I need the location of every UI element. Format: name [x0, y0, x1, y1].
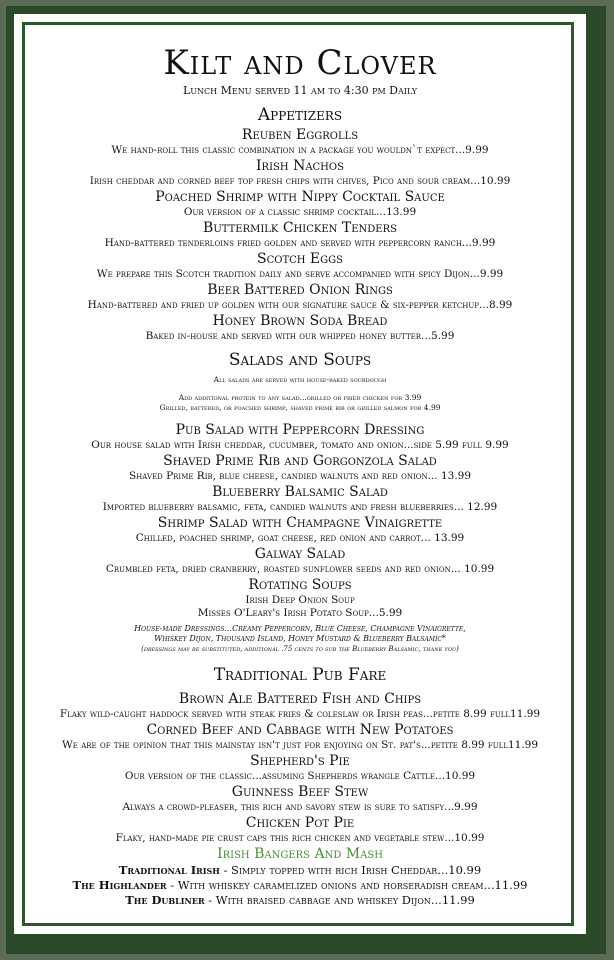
menu-item-name: Reuben Eggrolls [241, 127, 359, 143]
menu-item-desc: We are of the opinion that this mainstay isn't just for enjoying on St. pat's...petite 8.99 full11.99 [61, 739, 539, 751]
menu-item-name: Shepherd's Pie [250, 753, 350, 769]
menu-item-name: Buttermilk Chicken Tenders [203, 220, 397, 236]
section-pub-fare: Traditional Pub Fare [213, 665, 387, 685]
menu-item-desc: Our version of a classic shrimp cocktail...13.99 [183, 206, 417, 218]
soup-item: Irish Deep Onion Soup [245, 594, 355, 606]
mash-item-desc: - With braised cabbage and whiskey Dijon...11.99 [204, 893, 475, 907]
mash-item-name: Traditional Irish [118, 863, 220, 877]
menu-item-name: Corned Beef and Cabbage with New Potatoes [146, 722, 454, 738]
menu-item-name: Brown Ale Battered Fish and Chips [178, 691, 422, 707]
menu-item-desc: Our version of the classic...assuming Shepherds wrangle Cattle...10.99 [124, 770, 476, 782]
mash-item-name: The Highlander [72, 878, 167, 892]
mash-item-desc: - Simply topped with rich Irish Cheddar...10.99 [219, 863, 482, 877]
menu-item-name: Guinness Beef Stew [231, 784, 369, 800]
menu-item-name: Chicken Pot Pie [245, 815, 355, 831]
soups-name: Rotating Soups [248, 577, 352, 593]
dressings-note: House-made Dressings...Creamy Peppercorn, Blue Cheese, Champagne Vinaigrette, [134, 624, 466, 633]
mash-item-name: The Dubliner [125, 893, 205, 907]
menu-item-desc: Imported blueberry balsamic, feta, candied walnuts and fresh blueberries... 12.99 [102, 501, 498, 513]
menu-item-name: Shaved Prime Rib and Gorgonzola Salad [163, 453, 437, 469]
menu-item-name: Irish Nachos [256, 158, 344, 174]
mash-item [30, 878, 570, 893]
menu-item-desc: Our house salad with Irish cheddar, cucumber, tomato and onion...side 5.99 full 9.99 [91, 439, 509, 451]
bangers-mash-heading: Irish Bangers And Mash [217, 846, 383, 862]
appetizer-list [30, 126, 570, 343]
menu-item-desc: Chilled, poached shrimp, goat cheese, red onion and carrot... 13.99 [135, 532, 465, 544]
menu-item-desc: Always a crowd-pleaser, this rich and savory stew is sure to satisfy...9.99 [122, 801, 478, 813]
salad-note: All salads are served with house-baked sourdough [213, 375, 387, 384]
soup-item: Misses O'Leary's Irish Potato Soup...5.99 [197, 607, 403, 619]
salad-list [30, 421, 570, 620]
menu-content [30, 30, 570, 920]
dressings-note-2: Whiskey Dijon, Thousand Island, Honey Mustard & Blueberry Balsamic* [154, 634, 446, 643]
protein-note-2: Grilled, battered, or poached shrimp, shaved prime rib or grilled salmon for 4.99 [159, 403, 441, 412]
menu-item-name: Shrimp Salad with Champagne Vinaigrette [157, 515, 443, 531]
menu-item-desc: Hand-battered tenderloins fried golden and served with peppercorn ranch...9.99 [104, 237, 496, 249]
menu-item-desc: Hand-battered and fried up golden with our signature sauce & six-pepper ketchup...8.99 [87, 299, 513, 311]
menu-item-name: Poached Shrimp with Nippy Cocktail Sauce [155, 189, 445, 205]
menu-item-desc: Baked in-house and served with our whipped honey butter...5.99 [145, 330, 455, 342]
menu-item-name: Honey Brown Soda Bread [212, 313, 388, 329]
menu-item-name: Beer Battered Onion Rings [207, 282, 393, 298]
menu-item-desc: Flaky wild-caught haddock served with steak fries & coleslaw or Irish peas...petite 8.99 full11.99 [59, 708, 541, 720]
menu-item-name: Galway Salad [254, 546, 346, 562]
restaurant-title: Kilt and Clover [163, 43, 437, 83]
menu-item-desc: Crumbled feta, dried cranberry, roasted sunflower seeds and red onion... 10.99 [105, 563, 495, 575]
section-salads: Salads and Soups [228, 350, 372, 370]
menu-item-desc: Flaky, hand-made pie crust caps this rich chicken and vegetable stew...10.99 [115, 832, 485, 844]
mash-item-desc: - With whiskey caramelized onions and horseradish cream...11.99 [166, 878, 528, 892]
menu-subtitle: Lunch Menu served 11 am to 4:30 pm Daily [182, 84, 418, 97]
menu-item-desc: We hand-roll this classic combination in a package you wouldn`t expect...9.99 [111, 144, 489, 156]
menu-item-name: Scotch Eggs [257, 251, 343, 267]
menu-item-name: Blueberry Balsamic Salad [212, 484, 388, 500]
dressings-note-3: (dressings may be substituted, additional .75 cents to sub the Blueberry Balsamic, thank you) [141, 645, 459, 653]
menu-item-desc: Shaved Prime Rib, blue cheese, candied walnuts and red onion... 13.99 [128, 470, 472, 482]
menu-item-desc: Irish cheddar and corned beef top fresh chips with chives, Pico and sour cream...10.99 [89, 175, 511, 187]
mash-item [30, 863, 570, 878]
pub-list [30, 690, 570, 845]
protein-note: Add additional protein to any salad...grilled or fried chicken for 3.99 [178, 393, 422, 402]
menu-item-name: Pub Salad with Peppercorn Dressing [175, 422, 425, 438]
menu-item-desc: We prepare this Scotch tradition daily and serve accompanied with spicy Dijon...9.99 [96, 268, 504, 280]
mash-item [30, 893, 570, 908]
section-appetizers: Appetizers [257, 105, 343, 125]
